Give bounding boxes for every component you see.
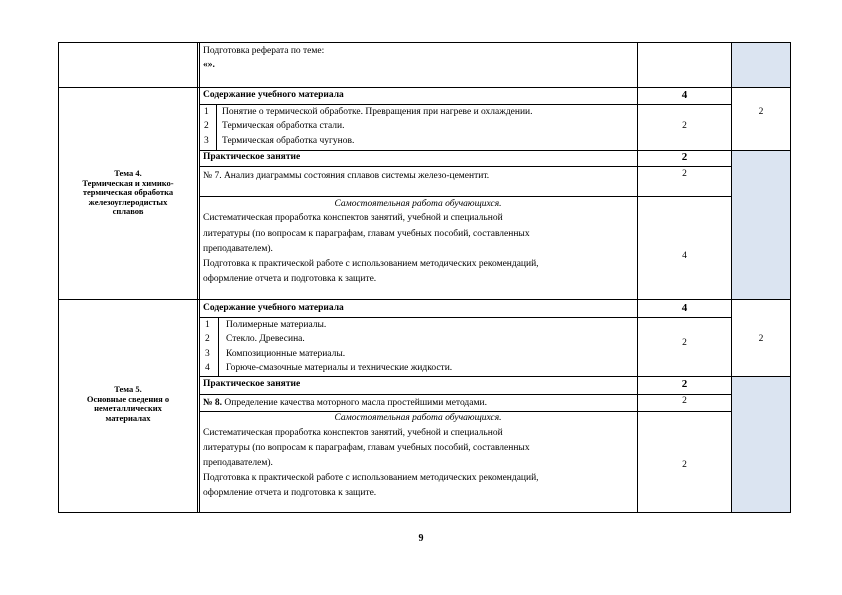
topic-4-practice-item-hours: 2 <box>682 169 687 179</box>
topic-5-item-num: 2 <box>205 334 210 344</box>
topic-5-item-num: 4 <box>205 363 210 373</box>
topic-5-content-header: Содержание учебного материала <box>203 303 344 313</box>
topic-5-item-num: 3 <box>205 349 210 359</box>
page-number: 9 <box>418 533 424 544</box>
topic-5-content-hours: 4 <box>681 302 688 314</box>
topic-5-self-line: оформление отчета и подготовка к защите. <box>203 488 377 498</box>
topic-4-self-line: Подготовка к практической работе с использованием методических рекомендаций, <box>203 259 539 269</box>
topic-4-content-hours: 4 <box>681 89 688 101</box>
topic-4-name-line: термическая обработка <box>82 187 174 197</box>
topic-5-self-line: Систематическая проработка конспектов занятий, учебной и специальной <box>203 428 503 438</box>
topic-5-self-line: преподавателем). <box>203 458 273 468</box>
topic-4-practice-hours: 2 <box>681 151 688 163</box>
topic-4-name-line: сплавов <box>112 206 144 216</box>
topic-4-self-hours: 4 <box>682 251 687 261</box>
topic-5-item-num: 1 <box>205 320 210 330</box>
topic-4-item-text: Термическая обработка стали. <box>222 121 345 131</box>
topic-4-item-num: 1 <box>204 107 209 117</box>
topic-5-practice-hours: 2 <box>681 378 688 390</box>
topic-4-item-num: 3 <box>204 136 209 146</box>
topic-5-items-hours: 2 <box>682 338 687 348</box>
topic-5-self-line: Подготовка к практической работе с использованием методических рекомендаций, <box>203 473 539 483</box>
topic-5-self-line: литературы (по вопросам к параграфам, главам учебных пособий, составленных <box>203 443 530 453</box>
topic-5-practice-header: Практическое занятие <box>203 379 301 389</box>
topic-5-practice-item-text: Определение качества моторного масла простейшими методами. <box>224 398 487 408</box>
topic-4-item-text: Термическая обработка чугунов. <box>222 136 355 146</box>
topic-5-item-text: Композиционные материалы. <box>226 349 346 359</box>
topic-4-self-line: литературы (по вопросам к параграфам, главам учебных пособий, составленных <box>203 229 530 239</box>
topic-5-title: Тема 5. <box>114 384 142 394</box>
topic-5-level: 2 <box>758 334 764 344</box>
topic-4-level: 2 <box>758 107 764 117</box>
topic-5-item-text: Стекло. Древесина. <box>226 334 305 344</box>
topic-5-name-line: Основные сведения о <box>86 393 170 404</box>
topic-4-self-line: преподавателем). <box>203 244 273 254</box>
topic-4-self-header: Самостоятельная работа обучающихся. <box>334 199 502 209</box>
topic-4-self-line: оформление отчета и подготовка к защите. <box>203 274 377 284</box>
topic-4-practice-header: Практическое занятие <box>203 152 301 162</box>
topic-4-item-text: Понятие о термической обработке. Превращения при нагреве и охлаждении. <box>222 107 533 117</box>
topic-5-practice-item <box>203 398 487 409</box>
topic-5-item-text: Горюче-смазочные материалы и технические жидкости. <box>226 363 453 373</box>
level-cell-shaded <box>732 377 790 512</box>
topic-5-practice-item-hours: 2 <box>682 396 687 406</box>
topic-4-practice-item: № 7. Анализ диаграммы состояния сплавов системы железо-цементит. <box>203 171 490 181</box>
topic-5-practice-item-number: № 8. <box>203 398 223 408</box>
topic-5-name-line: материалах <box>105 412 151 423</box>
topic-4-items-hours: 2 <box>682 121 687 131</box>
level-cell-shaded <box>732 43 790 87</box>
topic-4-title: Тема 4. <box>114 168 142 178</box>
topic-5-self-hours: 2 <box>682 460 687 470</box>
topic-5-self-header: Самостоятельная работа обучающихся. <box>334 413 502 423</box>
topic-4-name-line: Термическая и химико- <box>82 177 174 188</box>
topic-4-item-num: 2 <box>204 121 209 131</box>
topic-5-name-line: неметаллических <box>94 403 162 413</box>
report-line-2: «». <box>203 60 215 70</box>
topic-5-item-text: Полимерные материалы. <box>226 320 327 330</box>
level-cell-shaded <box>732 151 790 299</box>
topic-4-content-header: Содержание учебного материала <box>203 90 344 100</box>
report-line-1: Подготовка реферата по теме: <box>203 46 325 56</box>
topic-4-self-line: Систематическая проработка конспектов занятий, учебной и специальной <box>203 213 503 223</box>
topic-4-name-line: железоуглеродистых <box>88 196 168 207</box>
topic-5-cell <box>59 385 197 423</box>
topic-4-cell <box>59 169 197 217</box>
